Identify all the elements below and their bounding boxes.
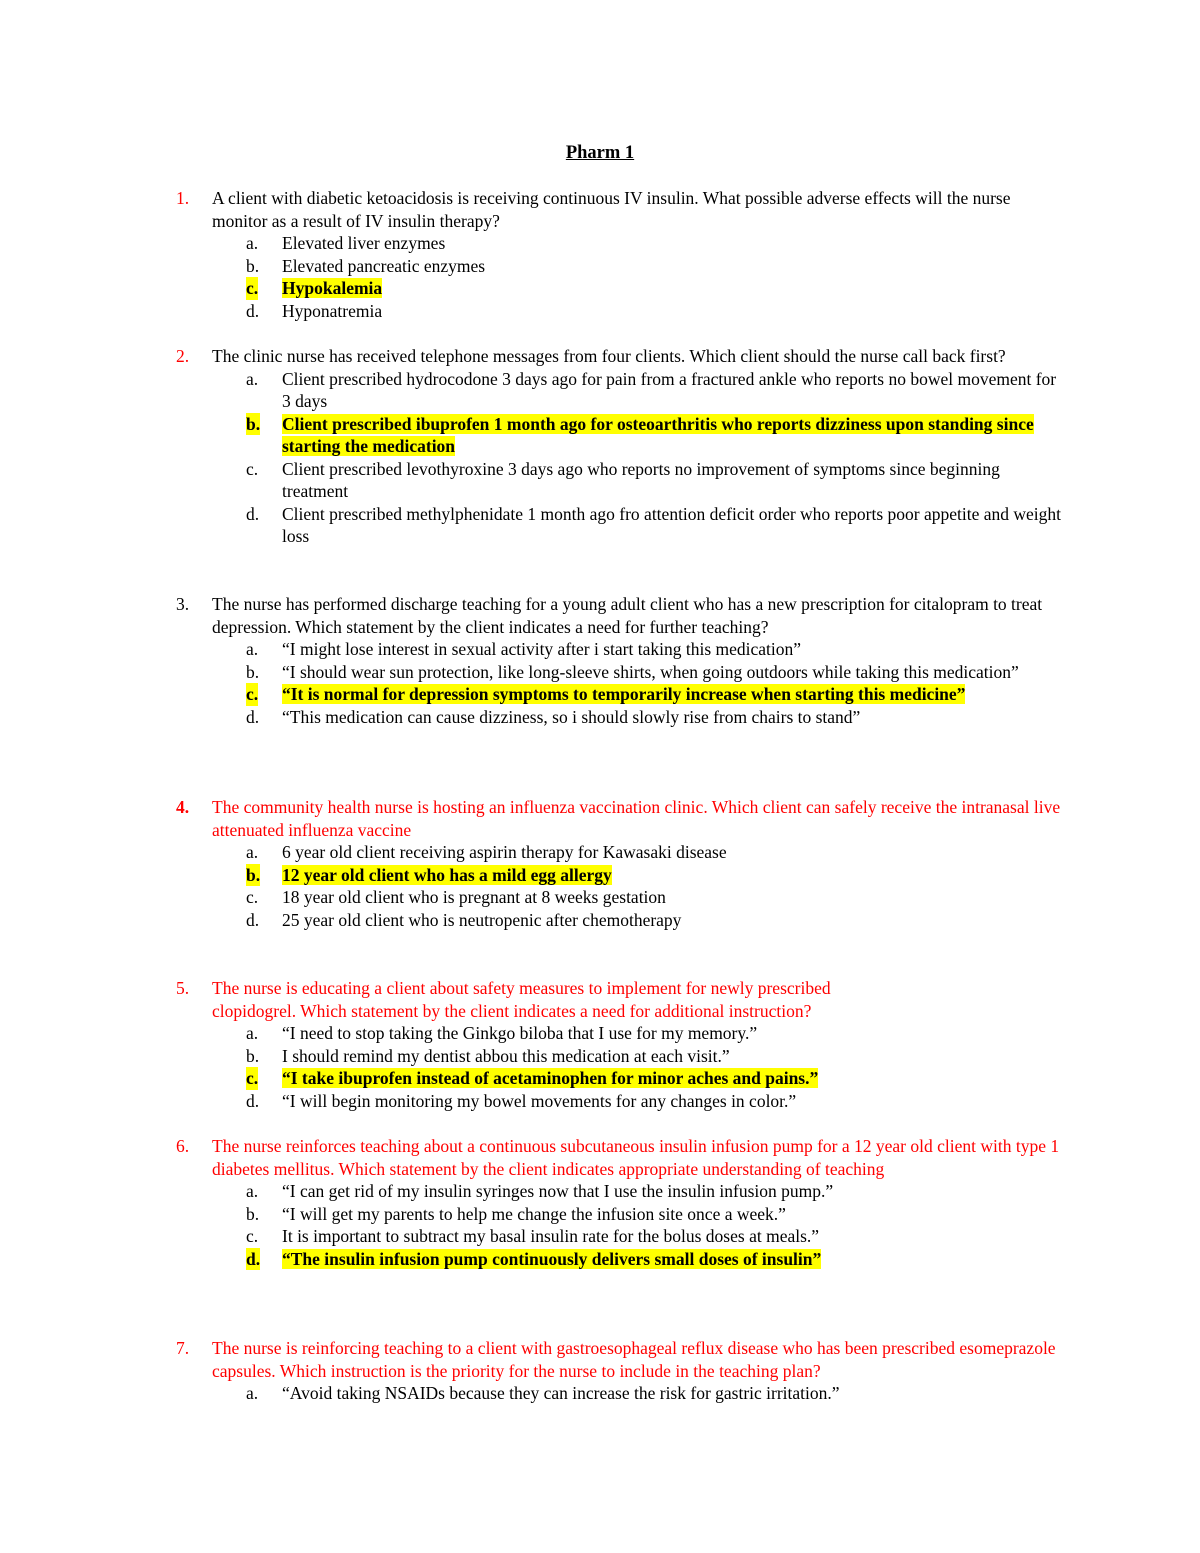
option-letter: d. <box>246 1090 260 1111</box>
options-list <box>246 368 1066 548</box>
option-a <box>246 368 1066 413</box>
option-text-highlighted: “I take ibuprofen instead of acetaminophen for minor aches and pains.” <box>282 1068 819 1088</box>
option-text: “I need to stop taking the Ginkgo biloba that I use for my memory.” <box>282 1023 758 1043</box>
question-1 <box>176 187 1066 322</box>
option-text: Hyponatremia <box>282 300 383 321</box>
option-a <box>246 638 1066 661</box>
question-stem: The nurse is educating a client about safety measures to implement for newly prescribed clopidogrel. Which statement by the client indicates a need for additional instruction? <box>212 978 831 1021</box>
question-stem: The nurse has performed discharge teaching for a young adult client who has a new prescription for citalopram to treat depression. Which statement by the client indicates a need for further teaching? <box>212 594 1043 637</box>
option-text: 25 year old client who is neutropenic after chemotherapy <box>282 909 682 930</box>
question-6 <box>176 1135 1066 1270</box>
question-number: 3. <box>176 594 190 614</box>
option-text: Client prescribed levothyroxine 3 days ago who reports no improvement of symptoms since beginning treatment <box>282 458 1000 501</box>
option-d <box>246 706 1066 729</box>
option-text-highlighted: 12 year old client who has a mild egg allergy <box>282 864 612 885</box>
option-text: “I should wear sun protection, like long-sleeve shirts, when going outdoors while taking this medication” <box>282 661 1019 682</box>
option-letter: d. <box>246 1248 261 1269</box>
option-letter: c. <box>246 278 259 298</box>
option-c-correct <box>246 1067 1066 1090</box>
question-number: 4. <box>176 797 190 817</box>
question-stem: The nurse is reinforcing teaching to a client with gastroesophageal reflux disease who has been prescribed esomeprazole capsules. Which instruction is the priority for the nurse to include in the teaching plan? <box>212 1338 1056 1381</box>
option-letter: b. <box>246 864 261 885</box>
option-b <box>246 1045 1066 1068</box>
option-letter: b. <box>246 1203 260 1224</box>
options-list <box>246 232 1066 322</box>
question-3 <box>176 593 1066 728</box>
option-letter: a. <box>246 233 259 253</box>
option-d <box>246 300 1066 323</box>
option-c <box>246 458 1066 503</box>
option-text: “I can get rid of my insulin syringes now that I use the insulin infusion pump.” <box>282 1181 834 1201</box>
option-letter: c. <box>246 684 259 704</box>
option-b-correct <box>246 864 1066 887</box>
option-text: 18 year old client who is pregnant at 8 weeks gestation <box>282 887 666 907</box>
option-letter: a. <box>246 1383 259 1403</box>
option-text-highlighted: Client prescribed ibuprofen 1 month ago for osteoarthritis who reports dizziness upon standing since starting the medication <box>282 413 1034 456</box>
options-list <box>246 1180 1066 1270</box>
question-number: 2. <box>176 346 190 366</box>
option-text: Client prescribed methylphenidate 1 month ago fro attention deficit order who reports poor appetite and weight loss <box>282 503 1062 546</box>
option-letter: d. <box>246 503 260 524</box>
option-text: “I will begin monitoring my bowel movements for any changes in color.” <box>282 1090 797 1111</box>
option-letter: a. <box>246 639 259 659</box>
option-text-highlighted: “It is normal for depression symptoms to temporarily increase when starting this medicine” <box>282 684 966 704</box>
option-text: I should remind my dentist abbou this medication at each visit.” <box>282 1045 730 1066</box>
option-text: 6 year old client receiving aspirin therapy for Kawasaki disease <box>282 842 727 862</box>
option-text: “I will get my parents to help me change the infusion site once a week.” <box>282 1203 786 1224</box>
question-7 <box>176 1337 1066 1405</box>
option-letter: b. <box>246 255 260 276</box>
question-4 <box>176 796 1066 931</box>
option-a <box>246 1382 1066 1405</box>
option-d <box>246 503 1066 548</box>
option-letter: b. <box>246 1045 260 1066</box>
option-c <box>246 1225 1066 1248</box>
option-letter: c. <box>246 1226 259 1246</box>
option-text: “Avoid taking NSAIDs because they can increase the risk for gastric irritation.” <box>282 1383 840 1403</box>
option-b <box>246 255 1066 278</box>
options-list <box>246 638 1066 728</box>
option-text: Elevated pancreatic enzymes <box>282 255 486 276</box>
option-letter: a. <box>246 368 259 389</box>
option-a <box>246 232 1066 255</box>
option-letter: c. <box>246 1068 259 1088</box>
option-letter: c. <box>246 887 259 907</box>
option-c-correct <box>246 683 1066 706</box>
page-title: Pharm 1 <box>565 143 635 163</box>
question-2 <box>176 345 1066 548</box>
option-text: “This medication can cause dizziness, so i should slowly rise from chairs to stand” <box>282 706 861 727</box>
option-letter: a. <box>246 1023 259 1043</box>
option-d <box>246 1090 1066 1113</box>
question-5 <box>176 977 1066 1112</box>
question-number: 5. <box>176 978 190 998</box>
option-text-highlighted: Hypokalemia <box>282 278 383 298</box>
options-list <box>246 1382 1066 1405</box>
option-a <box>246 1180 1066 1203</box>
option-a <box>246 1022 1066 1045</box>
option-letter: a. <box>246 1181 259 1201</box>
option-text: “I might lose interest in sexual activity after i start taking this medication” <box>282 639 802 659</box>
question-stem: The community health nurse is hosting an influenza vaccination clinic. Which client can safely receive the intranasal live attenuated influenza vaccine <box>212 797 1061 840</box>
option-letter: a. <box>246 842 259 862</box>
options-list <box>246 841 1066 931</box>
option-b <box>246 661 1066 684</box>
option-d <box>246 909 1066 932</box>
option-letter: d. <box>246 300 260 321</box>
option-a <box>246 841 1066 864</box>
question-number: 1. <box>176 188 190 208</box>
option-d-correct <box>246 1248 1066 1271</box>
question-number: 7. <box>176 1338 190 1358</box>
option-c <box>246 886 1066 909</box>
option-letter: b. <box>246 413 261 434</box>
question-number: 6. <box>176 1136 190 1156</box>
option-text: It is important to subtract my basal insulin rate for the bolus doses at meals.” <box>282 1226 820 1246</box>
option-letter: d. <box>246 706 260 727</box>
option-text: Client prescribed hydrocodone 3 days ago for pain from a fractured ankle who reports no bowel movement for 3 days <box>282 368 1057 411</box>
option-c-correct <box>246 277 1066 300</box>
option-letter: c. <box>246 458 259 479</box>
option-b <box>246 1203 1066 1226</box>
option-b-correct <box>246 413 1066 458</box>
option-letter: d. <box>246 909 260 930</box>
question-stem: The clinic nurse has received telephone messages from four clients. Which client should the nurse call back first? <box>212 346 1006 366</box>
option-letter: b. <box>246 661 260 682</box>
option-text: Elevated liver enzymes <box>282 233 446 253</box>
option-text-highlighted: “The insulin infusion pump continuously delivers small doses of insulin” <box>282 1248 822 1269</box>
question-stem: The nurse reinforces teaching about a continuous subcutaneous insulin infusion pump for a 12 year old client with type 1 diabetes mellitus. Which statement by the client indicates appropriate understanding of teaching <box>212 1136 1060 1179</box>
options-list <box>246 1022 1066 1112</box>
question-stem: A client with diabetic ketoacidosis is receiving continuous IV insulin. What possible adverse effects will the nurse monitor as a result of IV insulin therapy? <box>212 188 1011 231</box>
